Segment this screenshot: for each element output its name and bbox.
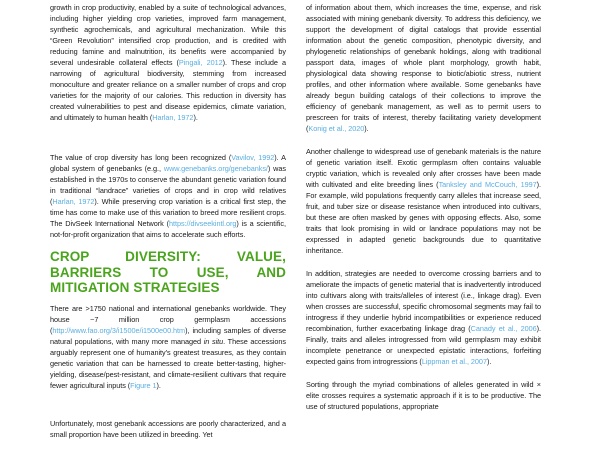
- right-column: [306, 0, 541, 412]
- citation-link[interactable]: Tanksley and McCouch, 1997: [438, 180, 537, 189]
- citation-link[interactable]: Lippman et al., 2007: [421, 357, 487, 366]
- left-column: [50, 0, 286, 440]
- paragraph-value-of-diversity: The value of crop diversity has long been recognized (Vavilov, 1992). A global system of genebanks (e.g., www.genebanks.org/genebanks/) was established in the 1970s to conserve the abundant genetic variation found in traditional “landrace” varieties of crops and in crop wild relatives (Harlan, 1972). While preserving crop variation is a critical first step, the time has come to make use of this variation to breed more resilient crops. The DivSeek International Network (https://divseekintl.org) is a scientific, not-for-profit organization that aims to accelerate such efforts.: [50, 153, 287, 239]
- citation-link[interactable]: Harlan, 1972: [52, 197, 95, 206]
- url-link[interactable]: https://divseekintl.org: [168, 219, 237, 228]
- citation-link[interactable]: Harlan, 1972: [152, 113, 194, 122]
- paragraph-digital-catalogs: of information about them, which increases the time, expense, and risk associated with mining genebank diversity. To address this deficiency, we support the development of digital catalogs that provide essential information about the genetic composition, phenotypic diversity, and phylogenetic relationships of genebank holdings, along with traditional passport data, images of whole plant morphology, growth habit, physiological data showing response to biotic/abiotic stress, nutrient profiles, and other information where available. Some genebanks have already begun building catalogs of their collections to improve the efficiency of genebank management, as well as to permit users to prescreen for traits of interest, thereby facilitating variety development (Konig et al., 2020).: [306, 3, 541, 133]
- citation-link[interactable]: Vavilov, 1992: [231, 153, 275, 162]
- paragraph-sorting-alleles: Sorting through the myriad combinations of alleles generated in wild × elite crosses requires a systematic approach if it is to be productive. The use of structured populations, appropriate: [306, 380, 541, 411]
- paragraph-genebanks: There are >1750 national and international genebanks worldwide. They house ~7 million crop germplasm accessions (http://www.fao.org/3/i1500e/i1500e00.htm), including samples of diverse natural populations, with many more managed in situ. These accessions arguably represent one of humanity’s greatest treasures, as they contain genetic variation that can be harnessed to create better-tasting, higher-yielding, disease/pest-resistant, and climate-resilient cultivars that require fewer agricultural inputs (Figure 1).: [50, 303, 286, 390]
- figure-link[interactable]: Figure 1: [130, 380, 157, 390]
- url-link[interactable]: www.genebanks.org/genebanks/: [163, 164, 268, 173]
- paragraph-crossing-barriers: In addition, strategies are needed to overcome crossing barriers and to ameliorate the impacts of genetic material that is inadvertently introduced into cultivars along with traits/alleles of interest (i.e., linkage drag). Even when crosses are successful, specific chromosomal segments may fail to introgress if they underlie hybrid incompatibilities or experience reduced recombination, further exacerbating linkage drag (Canady et al., 2006). Finally, traits and alleles introgressed from wild germplasm may exhibit incomplete penetrance or unexpected epistatic interactions, forfeiting expected gains from introgressions (Lippman et al., 2007).: [306, 269, 541, 366]
- section-heading: CROP DIVERSITY: VALUE, BARRIERS TO USE, AND MITIGATION STRATEGIES: [50, 249, 286, 295]
- paragraph-genetic-variation: Another challenge to widespread use of genebank materials is the nature of genetic variation itself. Exotic germplasm often contains valuable cryptic variation, which is revealed only after crosses have been made with cultivated and elite breeding lines (Tanksley and McCouch, 1997). For example, wild populations frequently carry alleles that increase seed, fruit, and tuber size or disease resistance when introduced into cultivars, but these are often masked by genes with opposing effects. Also, some traits that look promising in wild or landrace populations may not be expressed in adapted genetic backgrounds due to quantitative inheritance.: [306, 147, 541, 255]
- citation-link[interactable]: Pingali, 2012: [178, 58, 223, 67]
- citation-link[interactable]: Konig et al., 2020: [308, 124, 365, 133]
- citation-link[interactable]: Canady et al., 2006: [470, 324, 537, 333]
- url-link[interactable]: http://www.fao.org/3/i1500e/i1500e00.htm: [52, 325, 186, 335]
- paragraph-green-revolution: growth in crop productivity, enabled by a suite of technological advances, including higher yielding crop varieties, improved farm management, synthetic agrochemicals, and agricultural mechanization. While this “Green Revolution” intensified crop production, and is credited with reducing famine and malnutrition, its benefits were accompanied by several undesirable collateral effects (Pingali, 2012). These include a narrowing of agricultural biodiversity, stemming from increased monoculture and greater reliance on a smaller number of crops and crop varieties for the majority of our calories. This reduction in diversity has created vulnerabilities to pest and disease epidemics, climate variation, and ultimately to human health (Harlan, 1972).: [50, 3, 286, 122]
- paragraph-unfortunately: Unfortunately, most genebank accessions are poorly characterized, and a small proportion have been utilized in breeding. Yet: [50, 418, 286, 439]
